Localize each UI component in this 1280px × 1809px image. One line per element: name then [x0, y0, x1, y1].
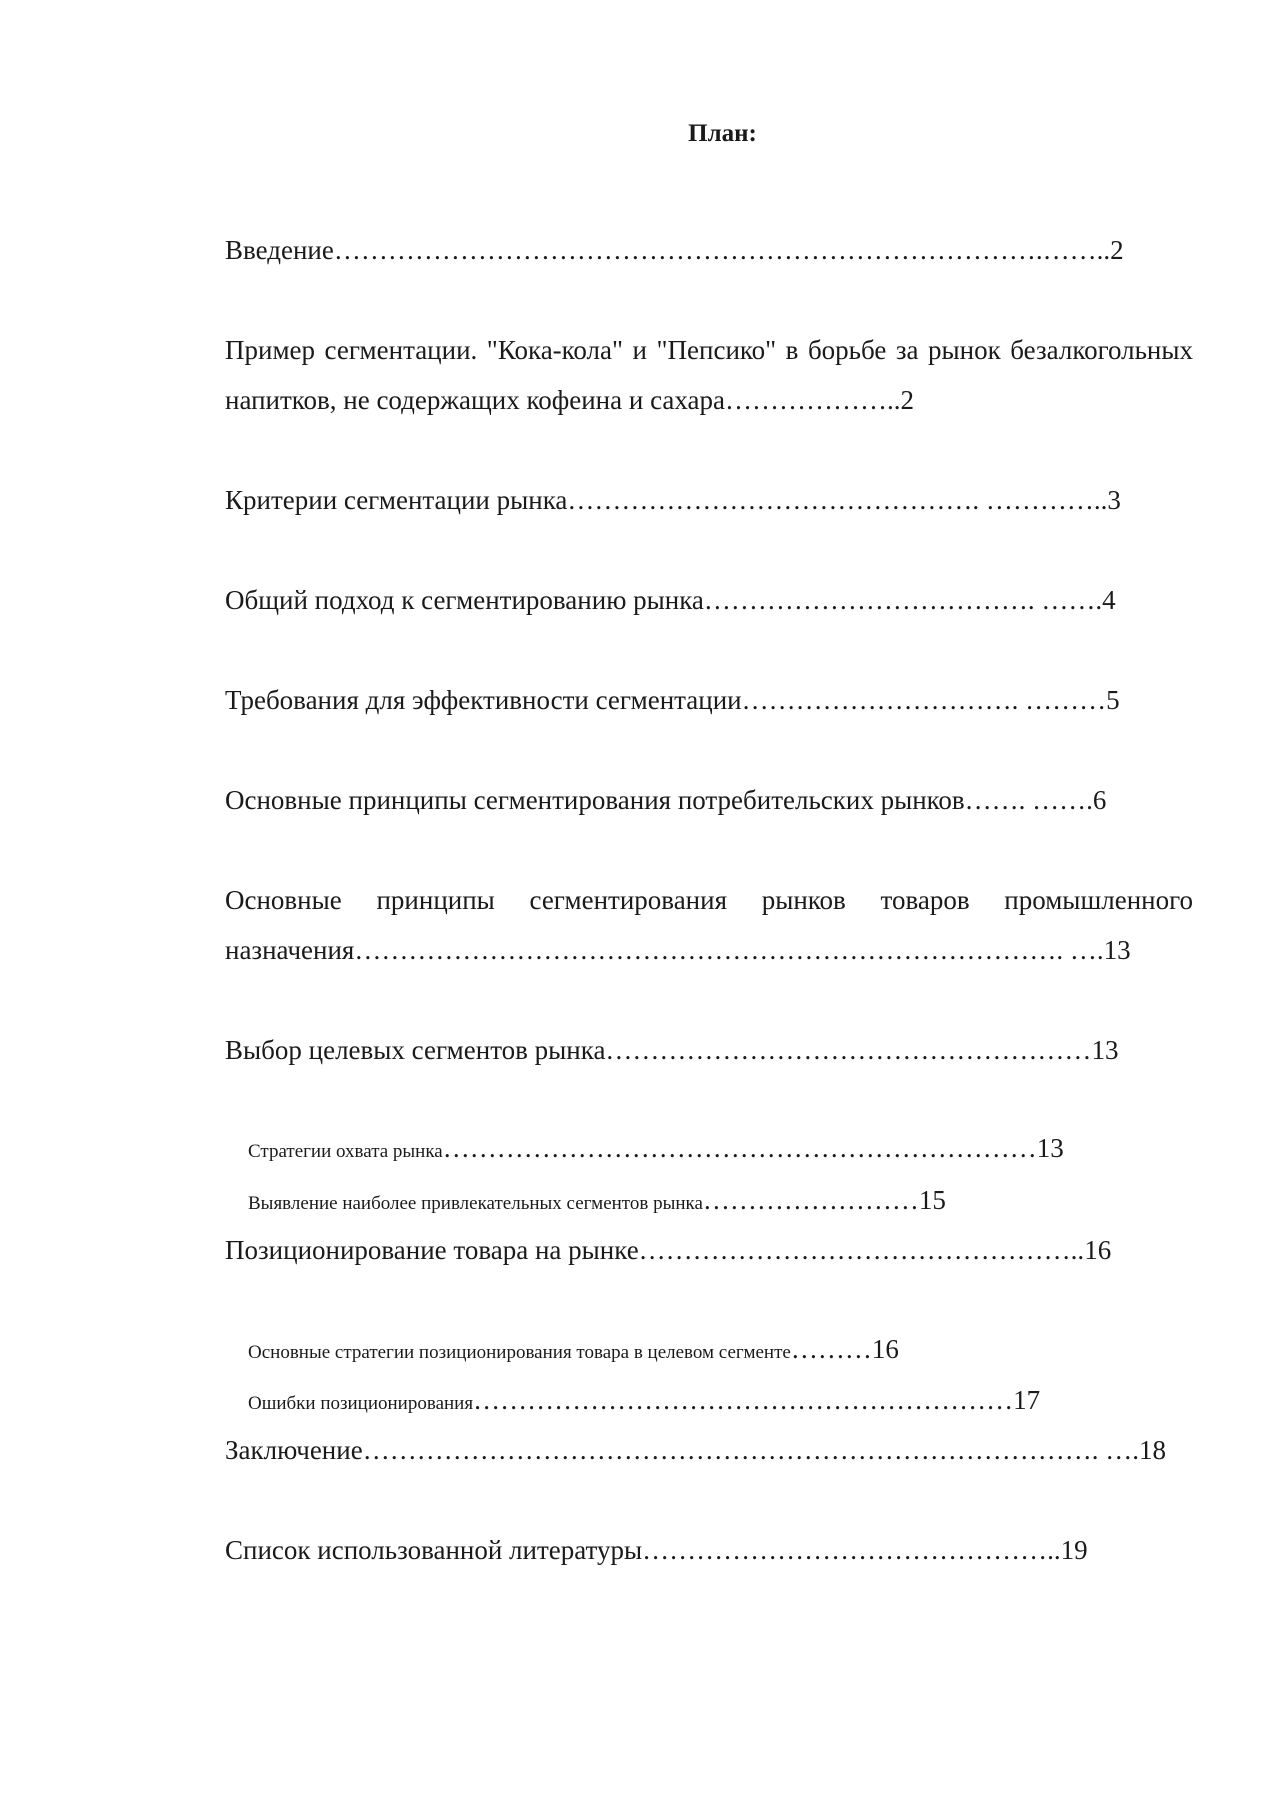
- toc-subentry: [248, 1185, 1193, 1216]
- toc-leader-dots: ……………………………………………………: [473, 1385, 1014, 1415]
- toc-subentry-text: Выявление наиболее привлекательных сегментов рынка: [248, 1193, 703, 1214]
- toc-entry: [225, 1525, 1193, 1575]
- toc-leader-dots: …………………………………………………………: [442, 1133, 1037, 1163]
- toc-page-number: 13: [1036, 1133, 1064, 1163]
- toc-page-number: 15: [918, 1185, 946, 1215]
- toc-page-number: 17: [1013, 1385, 1041, 1415]
- toc-page-number: 19: [1060, 1535, 1088, 1565]
- toc-leader-dots: ……………………: [702, 1185, 919, 1215]
- toc-entry-text: Введение…………………………………………………………………….……..: [225, 235, 1111, 265]
- toc-entry-text: Общий подход к сегментированию рынка………………………………. …….: [225, 585, 1103, 615]
- toc-subentry: [248, 1385, 1193, 1416]
- toc-entry-text: Основные принципы сегментирования потребительских рынков……. …….: [225, 785, 1093, 815]
- toc-entry: [225, 1225, 1193, 1275]
- toc-entry: [225, 325, 1193, 425]
- toc-page-number: 13: [1103, 935, 1131, 965]
- toc-subentry-text: Основные стратегии позиционирования товара в целевом сегменте: [248, 1342, 791, 1363]
- toc-page-number: 13: [1091, 1035, 1119, 1065]
- toc-entry: [225, 575, 1193, 625]
- toc-subentry-text: Ошибки позиционирования: [248, 1393, 474, 1414]
- page-title: План:: [688, 120, 757, 147]
- toc-entry: [225, 875, 1193, 975]
- toc-page-number: 3: [1107, 485, 1121, 515]
- toc-entry: [225, 675, 1193, 725]
- toc-page-number: 18: [1138, 1435, 1166, 1465]
- toc-entry-text: Выбор целевых сегментов рынка………………………………………………: [225, 1035, 1092, 1065]
- toc-subentry: [248, 1133, 1193, 1164]
- toc-entry: [225, 775, 1193, 825]
- toc-subentry: [248, 1334, 1193, 1365]
- toc-page-number: 6: [1092, 785, 1107, 815]
- toc-page-number: 5: [1106, 685, 1120, 715]
- toc-entry-text: Позиционирование товара на рынке…………………………………………..: [225, 1235, 1085, 1265]
- toc-page-number: 2: [1110, 235, 1124, 265]
- toc-entry-text: Критерии сегментации рынка………………………………………. …………..: [225, 485, 1108, 515]
- toc-entry-text: Список использованной литературы………………………………………..: [225, 1535, 1061, 1565]
- toc-entry-text: Пример сегментации. "Кока-кола" и "Пепсико" в борьбе за рынок безалкогольных напитков, не содержащих кофеина и сахара………………..: [225, 335, 1193, 415]
- toc-entry: [225, 1425, 1193, 1475]
- toc-entry-text: Требования для эффективности сегментации…………………………. ………: [225, 685, 1107, 715]
- toc-page-number: 16: [1084, 1235, 1112, 1265]
- toc-leader-dots: ………: [790, 1334, 872, 1364]
- toc-entry: [225, 225, 1193, 275]
- toc-entry-text: Заключение………………………………………………………………………. ….: [225, 1435, 1139, 1465]
- toc-page-number: 16: [871, 1334, 899, 1364]
- toc-entry: [225, 1025, 1193, 1075]
- toc-page-number: 2: [900, 385, 914, 415]
- toc-subentry-text: Стратегии охвата рынка: [248, 1141, 443, 1162]
- toc-entry: [225, 475, 1193, 525]
- toc-page-number: 4: [1102, 585, 1116, 615]
- toc-entry-text: Основные принципы сегментирования рынков товаров промышленного назначения……………………………………………………………………. ….: [225, 885, 1193, 965]
